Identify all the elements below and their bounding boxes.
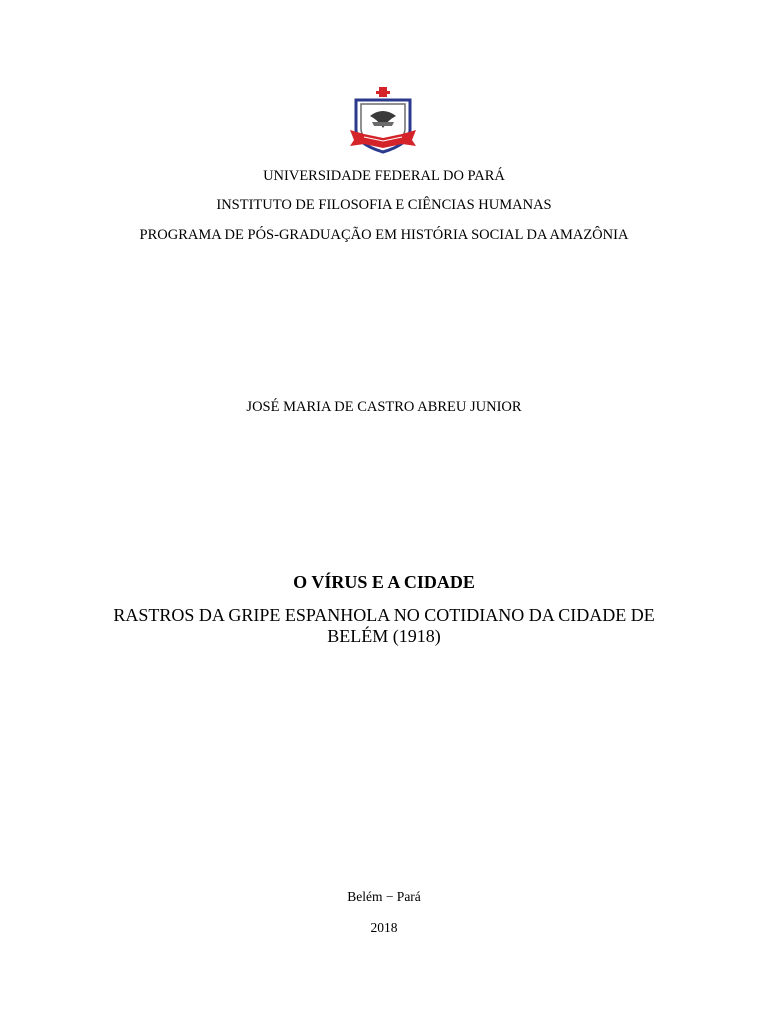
document-subtitle-line-1: RASTROS DA GRIPE ESPANHOLA NO COTIDIANO DA CIDADE DE <box>113 605 655 625</box>
university-crest-icon <box>348 86 418 158</box>
publication-year: 2018 <box>370 920 398 935</box>
document-subtitle-line-2: BELÉM (1918) <box>327 626 441 646</box>
institute-name: INSTITUTO DE FILOSOFIA E CIÊNCIAS HUMANAS <box>216 197 552 213</box>
program-name: PROGRAMA DE PÓS-GRADUAÇÃO EM HISTÓRIA SOCIAL DA AMAZÔNIA <box>139 227 629 243</box>
document-title: O VÍRUS E A CIDADE <box>293 572 475 592</box>
author-name: JOSÉ MARIA DE CASTRO ABREU JUNIOR <box>246 399 522 415</box>
publication-place: Belém − Pará <box>347 889 421 904</box>
university-name: UNIVERSIDADE FEDERAL DO PARÁ <box>263 168 505 184</box>
